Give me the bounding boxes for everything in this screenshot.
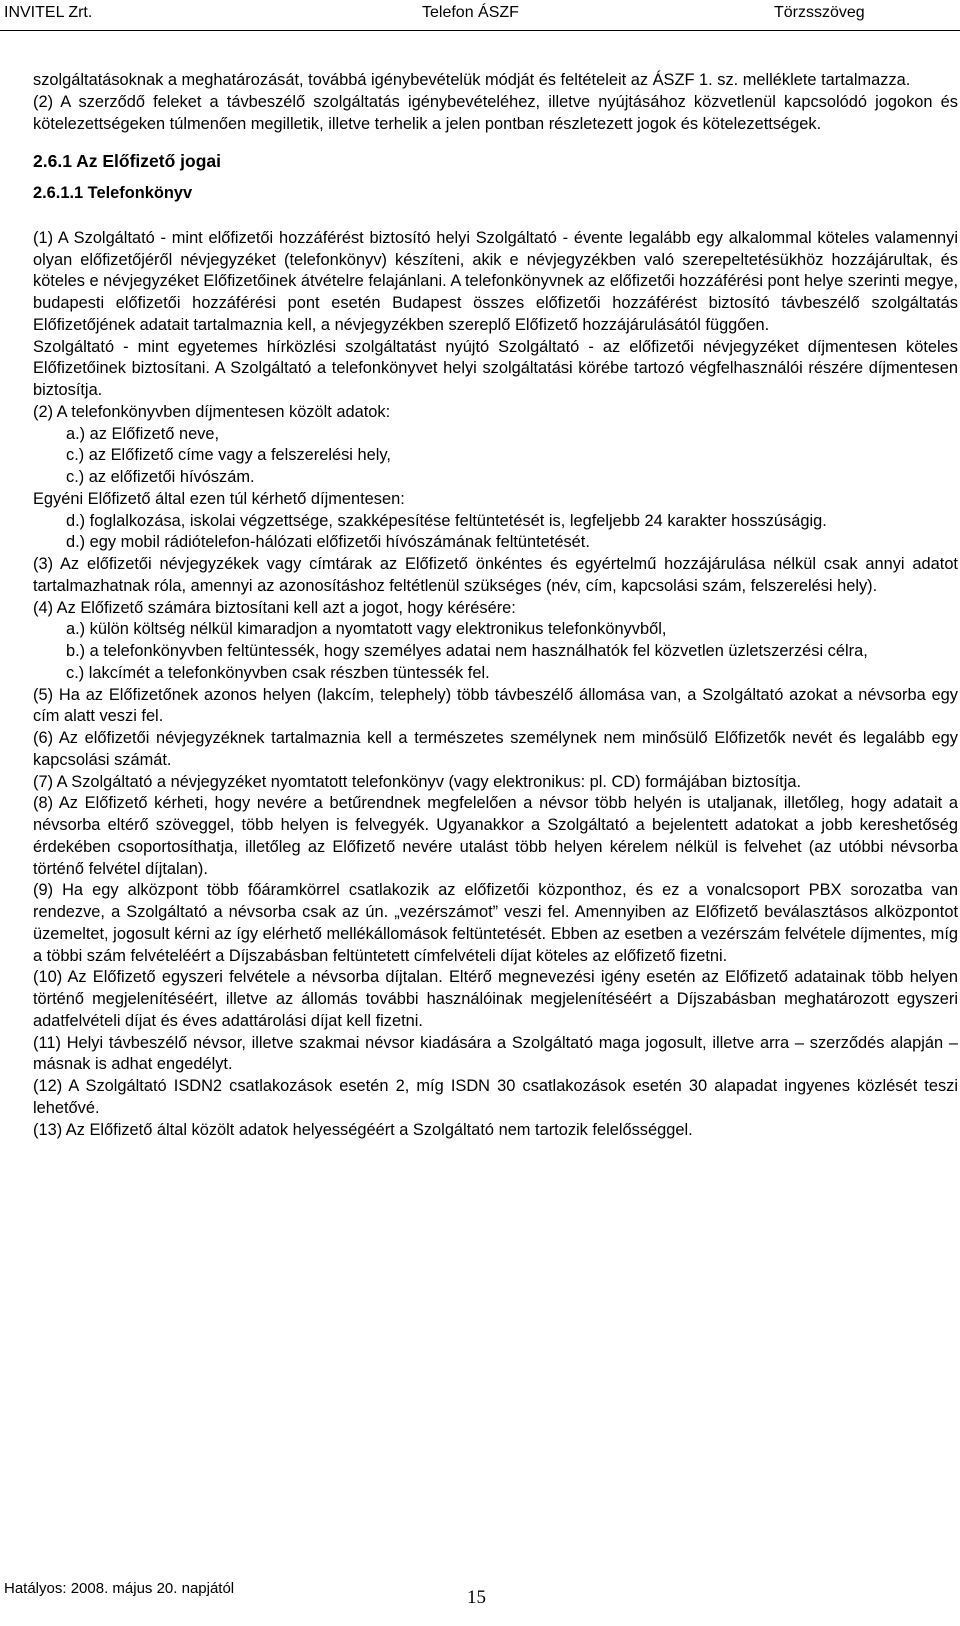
list-item-2d-1: d.) foglalkozása, iskolai végzettsége, szakképesítése feltüntetését is, legfeljebb 24 karakter hosszúságig. [66, 511, 827, 530]
paragraph-2: (2) A telefonkönyvben díjmentesen közölt adatok: [33, 402, 391, 421]
paragraph-13: (13) Az Előfizető által közölt adatok helyességéért a Szolgáltató nem tartozik felelősséggel. [33, 1120, 693, 1139]
paragraph-7: (7) A Szolgáltató a névjegyzéket nyomtatott telefonkönyv (vagy elektronikus: pl. CD) formájában biztosítja. [33, 772, 802, 791]
list-item-4a: a.) külön költség nélkül kimaradjon a nyomtatott vagy elektronikus telefonkönyvből, [66, 620, 667, 639]
paragraph-1: (1) A Szolgáltató - mint előfizetői hozzáférést biztosító helyi Szolgáltató - évente legalább egy alkalommal köteles valamennyi olyan előfizetőjéről névjegyzéket (telefonkönyv) készíteni, akik e névjegyzékben való szerepeltetésükhöz hozzájárultak, és köteles e névjegyzéket Előfizetőinek átvételre felajánlani. A telefonkönyvnek az előfizetői hozzáférési pont helye szerinti megye, budapesti előfizetői hozzáférési pont esetén Budapest összes előfizetői hozzáférést biztosító távbeszélő szolgáltatás Előfizetőjének adatait tartalmaznia kell, a névjegyzékben szereplő Előfizető hozzájárulásától függően. [33, 228, 958, 334]
list-item-4b: b.) a telefonkönyvben feltüntessék, hogy személyes adatai nem használhatók fel közvetlen üzletszerzési célra, [66, 642, 868, 660]
footer-effective-date: Hatályos: 2008. május 20. napjától [4, 1580, 235, 1597]
list-item-2c: c.) az előfizetői hívószám. [66, 468, 255, 486]
paragraph-4: (4) Az Előfizető számára biztosítani kell azt a jogot, hogy kérésére: [33, 598, 516, 617]
list-item-2d-2: d.) egy mobil rádiótelefon-hálózati előfizetői hívószámának feltüntetését. [66, 533, 590, 552]
section-heading-2-6-1-1: 2.6.1.1 Telefonkönyv [33, 184, 193, 202]
paragraph-11: (11) Helyi távbeszélő névsor, illetve szakmai névsor kiadására a Szolgáltató maga jogosult, illetve arra – szerződés alapján – másnak is adhat engedélyt. [33, 1033, 958, 1074]
paragraph-5: (5) Ha az Előfizetőnek azonos helyen (lakcím, telephely) több távbeszélő állomása van, a Szolgáltató azokat a névsorba egy cím alatt veszi fel. [33, 685, 958, 726]
paragraph-8: (8) Az Előfizető kérheti, hogy nevére a betűrendnek megfelelően a névsor több helyén is utaljanak, illetőleg, hogy adatait a névsorba eltérő szöveggel, több helyen is felvegyék. Ugyanakkor a Szolgáltató a bejelentett adatokat a jobb kereshetőség érdekében csoportosíthatja, illetőleg az Előfizető nevére utalást több helyen kérelem nélkül is felvehet (az utóbbi névsorba történő felvétel díjtalan). [33, 794, 958, 878]
document-body [33, 70, 958, 1141]
header-section: Törzsszöveg [774, 4, 865, 21]
header-divider [0, 30, 960, 31]
paragraph-intro-1: szolgáltatásoknak a meghatározását, továbbá igénybevételük módját és feltételeit az ÁSZF 1. sz. melléklete tartalmazza. [33, 71, 911, 89]
header-company: INVITEL Zrt. [4, 4, 93, 21]
page-number: 15 [467, 1587, 486, 1608]
paragraph-3: (3) Az előfizetői névjegyzékek vagy címtárak az Előfizető önkéntes és egyértelmű hozzájárulása nélkül csak annyi adatot tartalmazhatnak róla, amennyi az azonosításhoz feltétlenül szükséges (név, cím, kapcsolási szám, felszerelési hely). [33, 555, 958, 595]
list-item-2a: a.) az Előfizető neve, [66, 424, 220, 443]
paragraph-6: (6) Az előfizetői névjegyzéknek tartalmaznia kell a természetes személynek nem minősülő Előfizetők nevét és legalább egy kapcsolási számát. [33, 729, 958, 769]
list-item-4c: c.) lakcímét a telefonkönyvben csak részben tüntessék fel. [66, 663, 490, 682]
paragraph-9: (9) Ha egy alközpont több főáramkörrel csatlakozik az előfizetői központhoz, és ez a vonalcsoport PBX sorozatba van rendezve, a Szolgáltató a névsorba csak az ún. „vezérszámot” veszi fel. Amennyiben az Előfizető beválasztásos alközpontot üzemeltet, jogosult kérni az így elérhető mellékállomások feltüntetését. Ebben az esetben a vezérszám felvétele díjmentes, míg a többi szám felvételéért a Díjszabásban feltüntetett címfelvételi díjat köteles az előfizető fizetni. [33, 881, 958, 965]
paragraph-12: (12) A Szolgáltató ISDN2 csatlakozások esetén 2, míg ISDN 30 csatlakozások esetén 30 alapadat ingyenes közlését teszi lehetővé. [33, 1077, 958, 1117]
paragraph-intro-2: (2) A szerződő feleket a távbeszélő szolgáltatás igénybevételéhez, illetve nyújtásához közvetlenül kapcsolódó jogokon és kötelezettségeken túlmenően megilletik, illetve terhelik a jelen pontban részletezett jogok és kötelezettségek. [33, 92, 958, 133]
section-heading-2-6-1: 2.6.1 Az Előfizető jogai [33, 151, 221, 172]
list-item-2b: c.) az Előfizető címe vagy a felszerelési hely, [66, 446, 391, 465]
page-header [0, 4, 960, 26]
paragraph-1b: Szolgáltató - mint egyetemes hírközlési szolgáltatást nyújtó Szolgáltató - az előfizetői névjegyzéket díjmentesen köteles Előfizetőinek biztosítani. A Szolgáltató a telefonkönyvet helyi szolgáltatási körébe tartozó végfelhasználói részére díjmentesen biztosítja. [33, 337, 958, 399]
paragraph-2-extra: Egyéni Előfizető által ezen túl kérhető díjmentesen: [33, 489, 405, 508]
paragraph-10: (10) Az Előfizető egyszeri felvétele a névsorba díjtalan. Eltérő megnevezési igény esetén az Előfizető adatainak több helyen történő megjelenítéséért, illetve az állomás további használóinak megjelenítéséért a Díjszabásban meghatározott egyszeri adatfelvételi díjat és éves adattárolási díjat kell fizetni. [33, 968, 958, 1030]
header-document-title: Telefon ÁSZF [422, 4, 519, 21]
